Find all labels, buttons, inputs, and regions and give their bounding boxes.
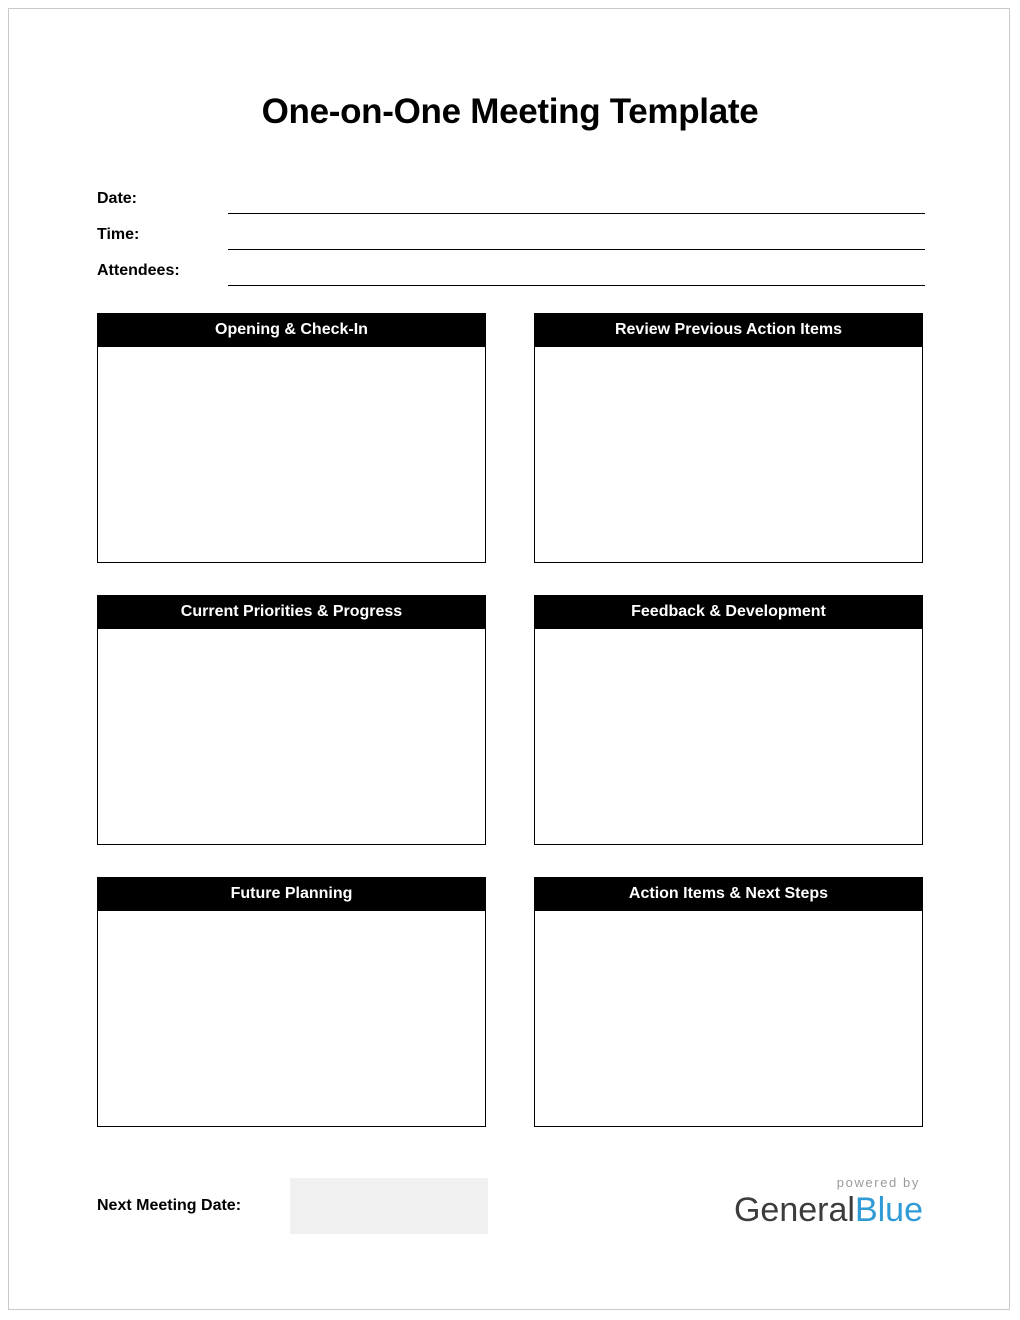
date-label: Date: bbox=[97, 190, 138, 207]
sections-row-3 bbox=[97, 877, 923, 1127]
brand-name-second: Blue bbox=[854, 1191, 923, 1229]
next-meeting-date-input[interactable] bbox=[290, 1178, 488, 1234]
sections-row-2 bbox=[97, 595, 923, 845]
row-spacer bbox=[97, 845, 923, 877]
document-footer bbox=[97, 1175, 923, 1238]
section-header: Current Priorities & Progress bbox=[97, 595, 486, 629]
section-future-planning bbox=[97, 877, 486, 1127]
section-header: Feedback & Development bbox=[534, 595, 923, 629]
time-label: Time: bbox=[97, 226, 140, 243]
meeting-details bbox=[97, 178, 925, 286]
section-review-previous-action-items bbox=[534, 313, 923, 563]
section-textarea[interactable] bbox=[534, 347, 923, 563]
section-textarea[interactable] bbox=[97, 911, 486, 1127]
field-row-time bbox=[97, 214, 925, 250]
next-meeting-date-label: Next Meeting Date: bbox=[97, 1197, 242, 1214]
sections-grid bbox=[97, 313, 923, 1127]
section-header: Action Items & Next Steps bbox=[534, 877, 923, 911]
date-input[interactable] bbox=[228, 183, 925, 214]
page-title: One-on-One Meeting Template bbox=[261, 92, 759, 131]
section-textarea[interactable] bbox=[534, 911, 923, 1127]
section-header: Opening & Check-In bbox=[97, 313, 486, 347]
section-textarea[interactable] bbox=[534, 629, 923, 845]
row-spacer bbox=[97, 563, 923, 595]
section-feedback-development bbox=[534, 595, 923, 845]
brand-name bbox=[663, 1189, 923, 1229]
attendees-label: Attendees: bbox=[97, 262, 180, 279]
section-current-priorities-progress bbox=[97, 595, 486, 845]
time-input[interactable] bbox=[228, 219, 925, 250]
powered-by-label: powered by bbox=[836, 1175, 920, 1190]
attendees-input[interactable] bbox=[228, 255, 925, 286]
section-action-items-next-steps bbox=[534, 877, 923, 1127]
section-textarea[interactable] bbox=[97, 347, 486, 563]
section-header: Review Previous Action Items bbox=[534, 313, 923, 347]
section-opening-check-in bbox=[97, 313, 486, 563]
section-textarea[interactable] bbox=[97, 629, 486, 845]
sections-row-1 bbox=[97, 313, 923, 563]
section-header: Future Planning bbox=[97, 877, 486, 911]
brand-logo bbox=[663, 1176, 923, 1240]
brand-name-first: General bbox=[733, 1191, 855, 1229]
field-row-date bbox=[97, 178, 925, 214]
field-row-attendees bbox=[97, 250, 925, 286]
